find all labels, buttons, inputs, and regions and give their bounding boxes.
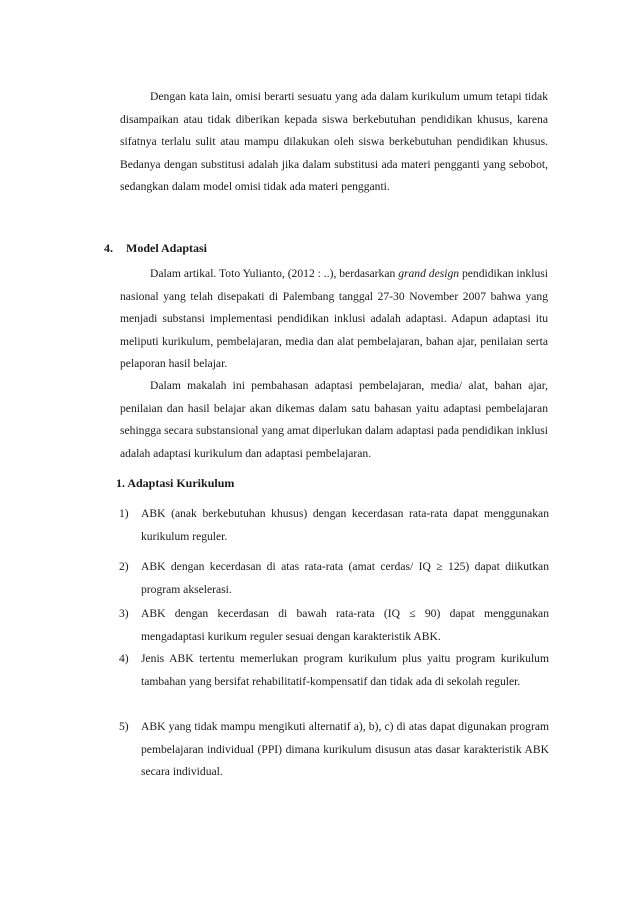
list-item-text: ABK yang tidak mampu mengikuti alternatif a), b), c) di atas dapat digunakan program pembelajaran individual (PPI) dimana kurikulum disusun atas dasar karakteristik ABK secara individual. xyxy=(141,720,549,778)
paragraph-adaptasi-1-italic: grand design xyxy=(398,267,460,280)
list-item-text: ABK (anak berkebutuhan khusus) dengan kecerdasan rata-rata dapat menggunakan kurikulum reguler. xyxy=(141,507,549,543)
list-item-number: 2) xyxy=(119,560,129,573)
list-item-text: Jenis ABK tertentu memerlukan program kurikulum plus yaitu program kurikulum tambahan yang bersifat rehabilitatif-kompensatif dan tidak ada di sekolah reguler. xyxy=(141,652,549,688)
paragraph-adaptasi-1-after: pendidikan inklusi nasional yang telah disepakati di Palembang tanggal 27-30 November 2007 bahwa yang menjadi substansi implementasi pendidikan inklusi adalah adaptasi. Adapun adaptasi itu meliputi kurikulum, pembelajaran, media dan alat pembelajaran, bahan ajar, penilaian serta pelaporan hasil belajar. xyxy=(120,267,548,370)
paragraph-adaptasi-2-text: Dalam makalah ini pembahasan adaptasi pembelajaran, media/ alat, bahan ajar, penilaian dan hasil belajar akan dikemas dalam satu bahasan yaitu adaptasi pembelajaran sehingga secara substansional yang amat diperlukan dalam adaptasi pada pendidikan inklusi adalah adaptasi kurikulum dan adaptasi pembelajaran. xyxy=(120,379,548,460)
section-heading-model-adaptasi xyxy=(104,241,207,256)
list-item xyxy=(119,503,549,548)
section-number: 4. xyxy=(104,241,113,255)
list-item xyxy=(119,556,549,601)
list-item xyxy=(119,603,549,648)
list-item-number: 5) xyxy=(119,720,129,733)
list-item xyxy=(119,648,549,693)
subsection-heading-adaptasi-kurikulum: 1. Adaptasi Kurikulum xyxy=(116,476,235,490)
paragraph-adaptasi-1-text xyxy=(120,263,548,376)
list-item-number: 4) xyxy=(119,652,129,665)
paragraph-omisi-text: Dengan kata lain, omisi berarti sesuatu yang ada dalam kurikulum umum tetapi tidak disampaikan atau tidak diberikan kepada siswa berkebutuhan pendidikan khusus, karena sifatnya terlalu sulit atau mampu dilakukan oleh siswa berkebutuhan pendidikan khusus. Bedanya dengan substitusi adalah jika dalam substitusi ada materi pengganti yang sebobot, sedangkan dalam model omisi tidak ada materi pengganti. xyxy=(120,90,548,193)
list-item-text: ABK dengan kecerdasan di atas rata-rata (amat cerdas/ IQ ≥ 125) dapat diikutkan program akselerasi. xyxy=(141,560,549,596)
paragraph-adaptasi-1 xyxy=(120,263,548,376)
adaptasi-kurikulum-list xyxy=(119,503,549,793)
list-item xyxy=(119,716,549,784)
list-item-number: 3) xyxy=(119,607,129,620)
paragraph-adaptasi-2 xyxy=(120,375,548,465)
list-item-number: 1) xyxy=(119,507,129,520)
paragraph-adaptasi-1-before: Dalam artikal. Toto Yulianto, (2012 : ..), berdasarkan xyxy=(150,267,399,280)
paragraph-omisi xyxy=(120,86,548,199)
section-title: Model Adaptasi xyxy=(126,241,208,255)
list-item-text: ABK dengan kecerdasan di bawah rata-rata (IQ ≤ 90) dapat menggunakan mengadaptasi kurikum reguler sesuai dengan karakteristik ABK. xyxy=(141,607,549,643)
